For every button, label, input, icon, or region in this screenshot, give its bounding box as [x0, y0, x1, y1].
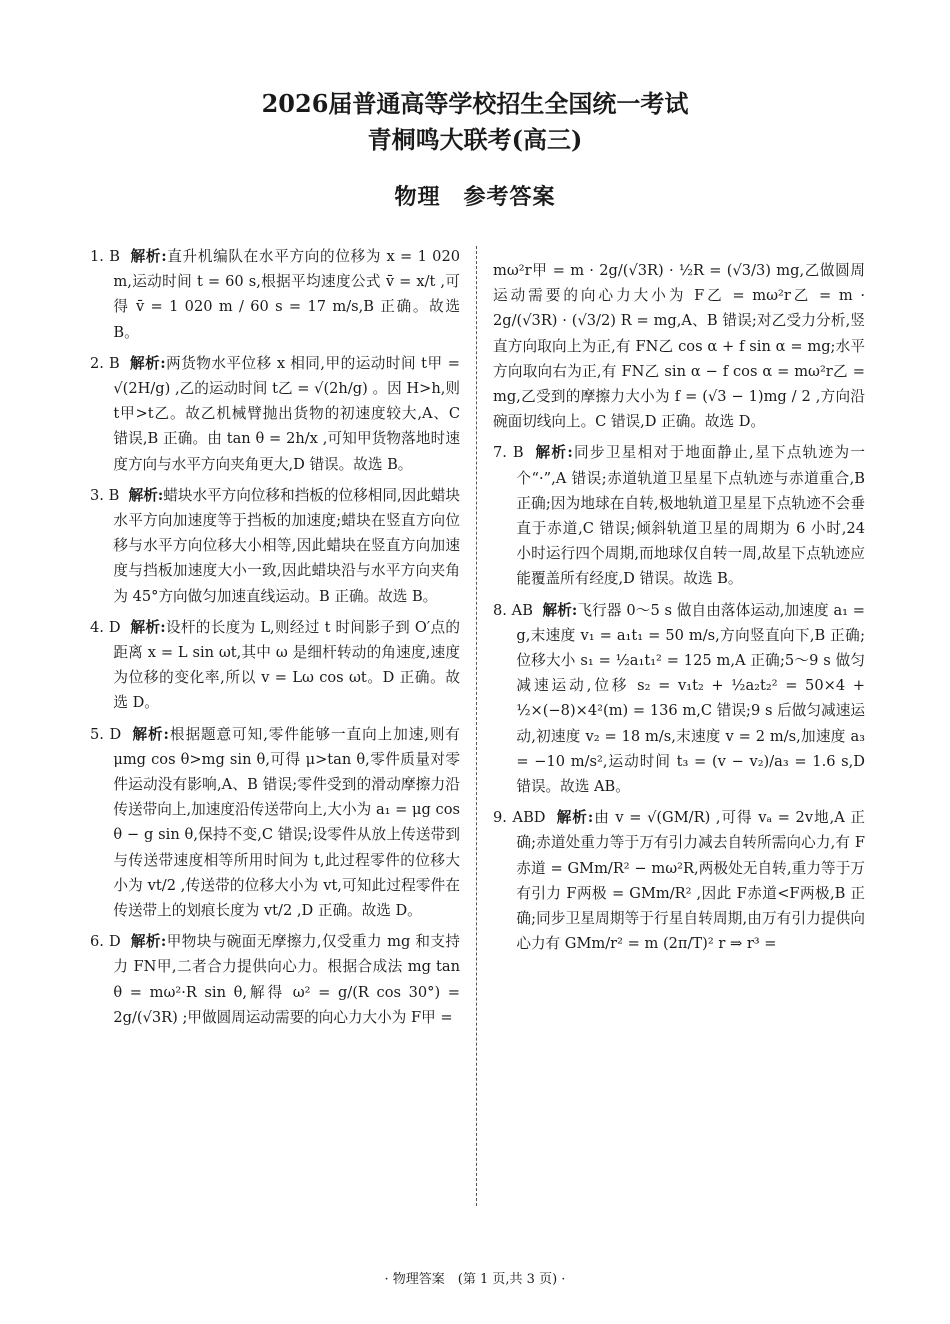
answer-text: 甲物块与碗面无摩擦力,仅受重力 mg 和支持力 FN甲,二者合力提供向心力。根据合成法 mg tan θ = mω²·R sin θ,解得 ω² = g/(R cos 30°) = 2g/(√3R) ;甲做圆周运动需要的向心力大小为 F甲 =	[113, 933, 461, 1026]
answer-text: 两货物水平位移 x 相同,甲的运动时间 t甲 = √(2H/g) ,乙的运动时间 t乙 = √(2h/g) 。因 H>h,则 t甲>t乙。故乙机械臂抛出货物的初速度较大,A、C 错误,B 正确。由 tan θ = 2h/x ,可知甲货物落地时速度方向与水平方向夹角更大,D 错误。故选 B。	[113, 354, 460, 473]
page-footer: · 物理答案 (第 1 页,共 3 页) ·	[384, 1272, 566, 1287]
answer-item-4	[90, 615, 460, 716]
answer-item-8	[493, 598, 865, 800]
answer-number: 2. B	[90, 354, 120, 372]
answer-number: 8. AB	[493, 601, 533, 619]
analysis-label: 解析:	[132, 725, 169, 743]
answer-item-7	[493, 440, 865, 591]
answer-item-1	[90, 244, 460, 345]
answer-number: 5. D	[90, 725, 122, 743]
answer-text: 根据题意可知,零件能够一直向上加速,则有 μmg cos θ>mg sin θ,可得 μ>tan θ,零件质量对零件运动没有影响,A、B 错误;零件受到的滑动摩擦力沿传送带向上,加速度沿传送带向上,大小为 a₁ = μg cos θ − g sin θ,保持不变,C 错误;设零件从放上传送带到与传送带速度相等所用时间为 t,此过程零件的位移大小为 vt/2 ,传送带的位移大小为 vt,可知此过程零件在传送带上的划痕长度为 vt/2 ,D 正确。故选 D。	[113, 725, 461, 920]
analysis-label: 解析:	[128, 486, 164, 504]
page-header	[0, 88, 950, 211]
answer-item-9	[493, 805, 865, 956]
answer-title: 物理 参考答案	[394, 184, 556, 210]
left-column	[90, 244, 460, 1036]
answer-text: 由 v = √(GM/R) ,可得 vₐ = 2v地,A 正确;赤道处重力等于万有引力减去自转所需向心力,有 F赤道 = GMm/R² − mω²R,两极处无自转,重力等于万有引力 F两极 = GMm/R² ,因此 F赤道<F两极,B 正确;同步卫星周期等于行星自转周期,由万有引力提供向心力有 GMm/r² = m (2π/T)² r ⇒ r³ =	[516, 809, 865, 953]
right-column	[493, 258, 865, 962]
analysis-label: 解析:	[535, 444, 573, 462]
answer-item-6	[90, 929, 460, 1030]
answer-item-2	[90, 351, 460, 477]
analysis-label: 解析:	[130, 618, 166, 636]
answer-text: 同步卫星相对于地面静止,星下点轨迹为一个“·”,A 错误;赤道轨道卫星星下点轨迹与赤道重合,B 正确;因为地球在自转,极地轨道卫星星下点轨迹不会垂直于赤道,C 错误;倾斜轨道卫星的周期为 6 小时,24 小时运行四个周期,而地球仅自转一周,故星下点轨迹应能覆盖所有经度,D 错误。故选 B。	[516, 444, 865, 588]
analysis-label: 解析:	[130, 248, 167, 265]
analysis-label: 解析:	[130, 933, 167, 951]
analysis-label: 解析:	[542, 601, 578, 619]
answer-text: 设杆的长度为 L,则经过 t 时间影子到 O′点的距离 x = L sin ωt,其中 ω 是细杆转动的角速度,速度为位移的变化率,所以 v = Lω cos ωt。D 正确。故选 D。	[113, 618, 461, 712]
answer-text: mω²r甲 = m · 2g/(√3R) · ½R = (√3/3) mg,乙做圆周运动需要的向心力大小为 F乙 = mω²r乙 = m · 2g/(√3R) · (√3/2) R = mg,A、B 错误;对乙受力分析,竖直方向取向上为正,有 FN乙 cos α + f sin α = mg;水平方向取向右为正,有 FN乙 sin α − f cos α = mω²r乙 = mg,乙受到的摩擦力大小为 f = (√3 − 1)mg / 2 ,方向沿碗面切线向上。C 错误,D 正确。故选 D。	[493, 262, 865, 431]
answer-text: 直升机编队在水平方向的位移为 x = 1 020 m,运动时间 t = 60 s,根据平均速度公式 v̄ = x/t ,可得 v̄ = 1 020 m / 60 s = 17 m/s,B 正确。故选 B。	[113, 248, 461, 341]
answer-text: 蜡块水平方向位移和挡板的位移相同,因此蜡块水平方向加速度等于挡板的加速度;蜡块在竖直方向位移与水平方向位移大小相等,因此蜡块在竖直方向加速度与挡板加速度大小一致,因此蜡块沿与水平方向夹角为 45°方向做匀加速直线运动。B 正确。故选 B。	[113, 486, 461, 605]
answer-number: 7. B	[493, 444, 524, 462]
answer-number: 6. D	[90, 933, 121, 951]
answer-text: 飞行器 0～5 s 做自由落体运动,加速度 a₁ = g,末速度 v₁ = a₁t₁ = 50 m/s,方向竖直向下,B 正确;位移大小 s₁ = ½a₁t₁² = 125 m,A 正确;5～9 s 做匀减速运动,位移 s₂ = v₁t₂ + ½a₂t₂² = 50×4 + ½×(−8)×4²(m) = 136 m,C 错误;9 s 后做匀减速运动,初速度 v₂ = 18 m/s,末速度 v = 2 m/s,加速度 a₃ = −10 m/s²,运动时间 t₃ = (v − v₂)/a₃ = 1.6 s,D 错误。故选 AB。	[516, 601, 865, 796]
answer-item-3	[90, 483, 460, 609]
exam-subtitle: 青桐鸣大联考(高三)	[367, 125, 583, 154]
answer-item-6-continued	[493, 258, 865, 434]
answer-item-5	[90, 722, 460, 924]
answer-number: 3. B	[90, 486, 120, 504]
answer-number: 1. B	[90, 248, 120, 265]
answer-number: 9. ABD	[493, 809, 546, 827]
exam-title: 2026届普通高等学校招生全国统一考试	[261, 89, 689, 118]
analysis-label: 解析:	[130, 354, 166, 372]
analysis-label: 解析:	[556, 809, 594, 827]
column-divider	[476, 246, 477, 1206]
answer-number: 4. D	[90, 618, 121, 636]
